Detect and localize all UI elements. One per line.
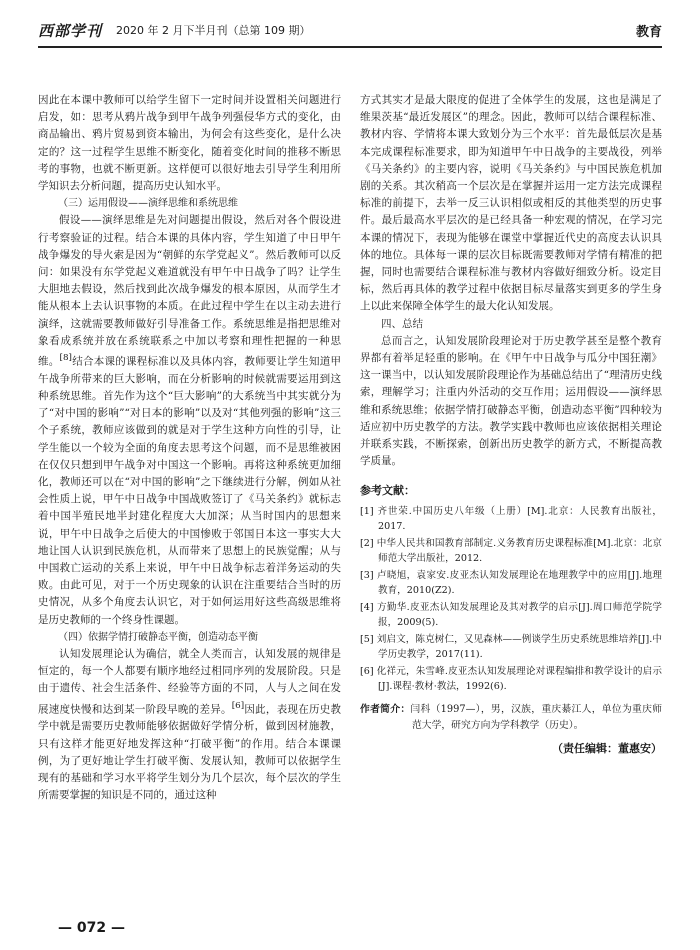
subheading: （四）依据学情打破静态平衡，创造动态平衡 xyxy=(58,631,258,643)
paragraph xyxy=(38,212,341,628)
paragraph-text: 结合本课的课程标准以及具体内容，教师要让学生知道甲午战争所带来的巨大影响，而在分析影响的时候就需要运用到这种系统思维。首先作为这个“巨大影响”的大系统当中其实就分为了“对中国的影响”“对日本的影响”以及对“其他列强的影响”这三个子系统，教师应该做到的就是对于学生这种方向性的引导，让学生能以一个较为全面的角度去思考这个问题，而不是思维被困在仅仅只想到甲午战争对中国这一个影响。再将这种系统更加细化，教师还可以在“对中国的影响”之下继续进行分解，例如从社会性质上说，甲午中日战争中国战败签订了《马关条约》就标志着中国半殖民地半封建化程度大大加深；从当时国内的思想来说，甲午中日战争之后使大的中国惨败于邻国日本这一事实大大地让国人认识到民族危机，从而带来了思想上的民族觉醒；从与中国救亡运动的关系上来说，甲午中日战争标志着洋务运动的失败。由此可见，对于一个历史现象的认识在注重要结合当时的历史情况，从多个角度去认识它，对于如何运用好这些高级思维将是历史教师的一个终身性课题。 xyxy=(38,355,342,626)
author-label: 作者简介： xyxy=(360,703,411,715)
page-header xyxy=(38,18,662,48)
subheading: （三）运用假设——演绎思维和系统思维 xyxy=(58,198,238,210)
paragraph-text: 因此，表现在历史教学中就是需要历史教师能够依据做好学情分析，做到因材施教，只有这样才能更好地发挥这种“打破平衡”的作用。结合本课课例，为了更好地让学生打破平衡、发展认知，教师可以依据学生现有的基础和学习水平将学生划分为几个层次，每个层次的学生所需要掌握的知识是不同的，通过这种 xyxy=(38,703,342,802)
citation: [8] xyxy=(59,353,72,364)
reference-item: [2] 中华人民共和国教育部制定.义务教育历史课程标准[M].北京：北京师范大学出版社，2012. xyxy=(360,537,662,564)
paragraph: 方式其实才是最大限度的促进了全体学生的发展，这也是满足了维果茨基“最近发展区”的理念。因此，教师可以结合课程标准、教材内容、学情将本课大致划分为三个水平：首先最低层次是基本完成课程标准要求，即为知道甲午中日战争的主要战役，列举《马关条约》的主要内容，说明《马关条约》与中国民族危机加剧的关系。其次稍高一个层次是在掌握并运用一定方法完成课程标准的前提下，去举一反三认识相似或相反的其他类型的历史事件。最后最高水平层次的是已经具备一种宏观的情况，在学习完本课的情况下，表现为能够在课堂中掌握近代史的高度去认识具体的地位。具体每一课的层次目标既需要教师对学情有精准的把握，同时也需要结合课程标准与教材内容做好细致分析。设定目标，然后再具体的教学过程中依据目标尽量落实到更多的学生身上以此来保障全体学生的最大化认知发展。 xyxy=(360,94,662,313)
author-text: 闫科（1997—），男，汉族，重庆綦江人，单位为重庆师范大学，研究方向为学科教学（历史）。 xyxy=(410,703,662,731)
right-column xyxy=(360,92,662,757)
left-column xyxy=(38,92,341,804)
reference-item: [5] 刘启文，陈克树仁，又见森林——例谈学生历史系统思维培养[J].中学历史教学，2017(11). xyxy=(360,633,662,660)
paragraph-text: 假设——演绎思维是先对问题提出假设，然后对各个假设进行考察验证的过程。结合本课的具体内容，学生知道了中日甲午战争爆发的导火索是因为“朝鲜的东学党起义”。然后教师可以反问：如果没有东学党起义难道就没有甲午中日战争了吗？让学生大胆地去假设，然后找到此次战争爆发的根本原因，从而学生才能从根本上去认识事物的本质。在此过程中学生在以主动去进行演绎，这就需要教师做好引导准备工作。系统思维是指把思维对象看成系统并放在系统联系之中加以考察和理性把握的一种思维。 xyxy=(38,214,341,368)
page-number: — 072 — xyxy=(58,920,125,936)
paragraph-text: 认知发展理论认为确信，就全人类而言，认知发展的规律是恒定的，每一个人都要有顺序地经过相同序列的发展阶段。只是由于遗传、社会生活条件、经验等方面的不同，人与人之间在发展速度快慢和达到某一阶段早晚的差异。 xyxy=(38,648,341,716)
citation: [6] xyxy=(231,700,245,711)
section-name: 教育 xyxy=(635,25,662,40)
paragraph: 总而言之，认知发展阶段理论对于历史教学甚至是整个教育界都有着举足轻重的影响。在《甲午中日战争与瓜分中国狂潮》这一课当中，以认知发展阶段理论作为基础总结出了“理清历史线索，理解学习；注重内外活动的交互作用；运用假设——演绎思维和系统思维；依据学情打破静态平衡，创造动态平衡”四种较为适应初中历史教学的方法。教学实践中教师也应该依据相关理论并联系实践，不断探索，创新出历史教学的新方式，不断提高教学质量。 xyxy=(360,334,662,468)
reference-item: [6] 化祥元，朱雪峰.皮亚杰认知发展理论对课程编排和教学设计的启示[J].课程·教材·教法，1992(6). xyxy=(360,665,662,692)
reference-item: [4] 方勤华.皮亚杰认知发展理论及其对教学的启示[J].周口师范学院学报，2009(5). xyxy=(360,601,662,628)
reference-list xyxy=(360,504,662,694)
section-heading: 四、总结 xyxy=(381,317,423,330)
references-title: 参考文献： xyxy=(360,484,415,498)
reference-item: [3] 卢晓旭，袁家安.皮亚杰认知发展理论在地理教学中的应用[J].地理教育，2010(Z2). xyxy=(360,569,662,596)
editor-note: （责任编辑：董惠安） xyxy=(552,741,662,755)
reference-item: [1] 齐世荣.中国历史八年级（上册）[M].北京：人民教育出版社，2017. xyxy=(360,505,662,532)
journal-brand: 西部学刊 xyxy=(38,22,103,40)
issue-info: 2020 年 2 月下半月刊（总第 109 期） xyxy=(116,24,311,37)
paragraph xyxy=(38,646,341,804)
paragraph: 因此在本课中教师可以给学生留下一定时间并设置相关问题进行启发，如：思考从鸦片战争到甲午战争列强侵华方式的变化，由商品输出、鸦片贸易到资本输出，为何会有这些变化，是什么决定的？这一过程学生思维不断变化，随着变化时间的推移不断思考的事物，也就不断更新。这样便可以很好地去引导学生利用所学知识去分析问题，提高历史认知水平。 xyxy=(38,94,341,193)
author-bio xyxy=(360,702,662,734)
